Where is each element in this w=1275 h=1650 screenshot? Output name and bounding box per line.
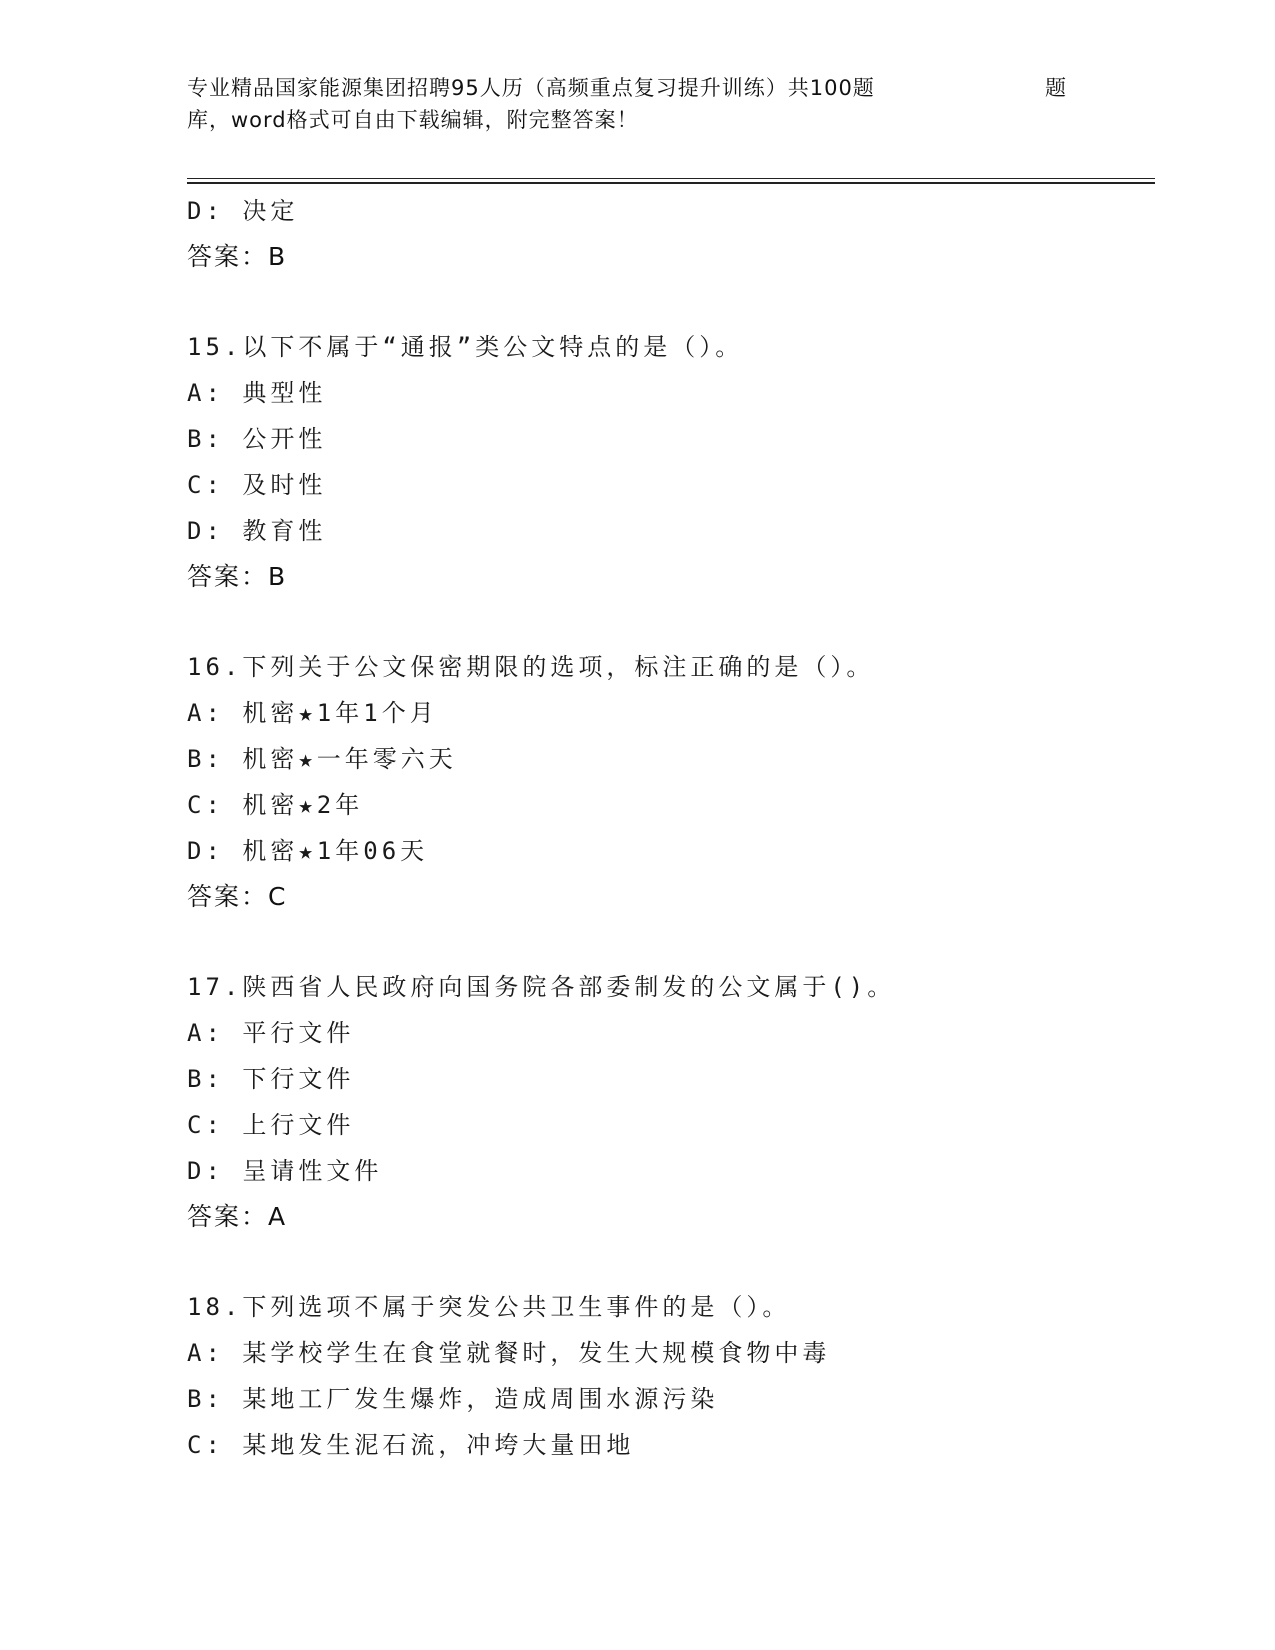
question-stem: 17.陕西省人民政府向国务院各部委制发的公文属于()。 bbox=[187, 973, 896, 1001]
header-divider bbox=[187, 178, 1155, 184]
option-a: A: 平行文件 bbox=[187, 1019, 355, 1047]
option-d: D: 呈请性文件 bbox=[187, 1157, 383, 1185]
header-title-text: 专业精品国家能源集团招聘95人历（高频重点复习提升训练）共100题 bbox=[187, 76, 875, 100]
option-a: A: 机密★1年1个月 bbox=[187, 699, 438, 727]
option-b: B: 公开性 bbox=[187, 425, 327, 453]
spacer bbox=[187, 600, 1147, 644]
option-a: A: 某学校学生在食堂就餐时，发生大规模食物中毒 bbox=[187, 1339, 831, 1367]
question-stem: 18.下列选项不属于突发公共卫生事件的是（）。 bbox=[187, 1293, 791, 1321]
spacer bbox=[187, 1240, 1147, 1284]
question-18 bbox=[187, 1284, 1147, 1468]
spacer bbox=[187, 920, 1147, 964]
header-title-suffix: 题 bbox=[1045, 76, 1067, 100]
option-b: B: 某地工厂发生爆炸，造成周围水源污染 bbox=[187, 1385, 719, 1413]
header-title-line-1 bbox=[187, 72, 1117, 104]
header-title-line-2: 库，word格式可自由下载编辑，附完整答案！ bbox=[187, 108, 639, 132]
answer-line: 答案：C bbox=[187, 882, 288, 911]
question-14-tail bbox=[187, 188, 1147, 280]
answer-line: 答案：B bbox=[187, 562, 288, 591]
question-content bbox=[187, 188, 1147, 1468]
option-c: C: 某地发生泥石流，冲垮大量田地 bbox=[187, 1431, 635, 1459]
option-d: D: 机密★1年06天 bbox=[187, 837, 429, 865]
option-c: C: 上行文件 bbox=[187, 1111, 355, 1139]
option-c: C: 及时性 bbox=[187, 471, 327, 499]
answer-line: 答案：A bbox=[187, 1202, 288, 1231]
option-b: B: 机密★一年零六天 bbox=[187, 745, 457, 773]
option-a: A: 典型性 bbox=[187, 379, 327, 407]
question-stem: 15.以下不属于“通报”类公文特点的是（）。 bbox=[187, 333, 744, 361]
option-d: D: 教育性 bbox=[187, 517, 327, 545]
question-stem: 16.下列关于公文保密期限的选项，标注正确的是（）。 bbox=[187, 653, 875, 681]
question-15 bbox=[187, 324, 1147, 600]
option-b: B: 下行文件 bbox=[187, 1065, 355, 1093]
page-header bbox=[187, 72, 1117, 136]
question-17 bbox=[187, 964, 1147, 1240]
spacer bbox=[187, 280, 1147, 324]
answer-line: 答案：B bbox=[187, 242, 288, 271]
option-d: D: 决定 bbox=[187, 197, 299, 225]
option-c: C: 机密★2年 bbox=[187, 791, 364, 819]
question-16 bbox=[187, 644, 1147, 920]
